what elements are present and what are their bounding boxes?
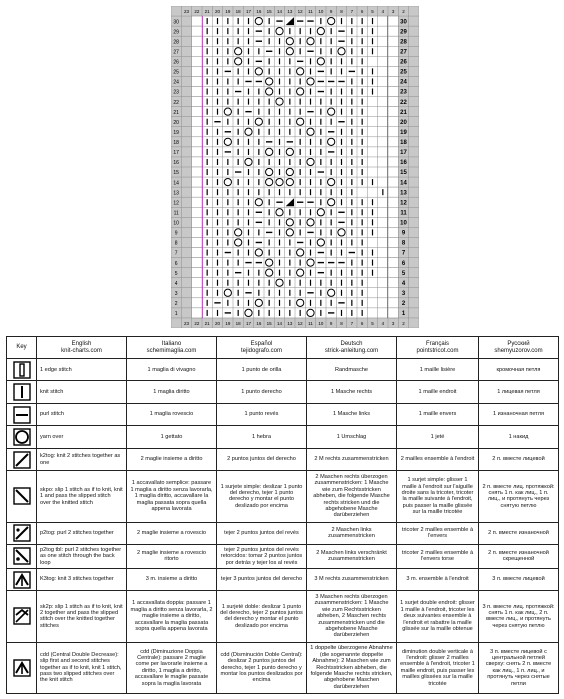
row-number-left: 23	[173, 89, 179, 96]
row-number-left: 26	[173, 59, 179, 66]
legend-russian-cell: 3 п. вместе лиц. протяжкой: снять 1 п. как лиц., 2 п. вместе лиц., и протянуть через снятую петлю	[479, 591, 559, 642]
edge-cell	[388, 167, 398, 177]
legend-espanol-cell: 1 surjeté doble: deslizar 1 punto del derecho, tejer 2 puntos juntos del derecho y montar el punto deslizado por encima	[217, 591, 307, 642]
row-number-left: 4	[174, 280, 178, 287]
legend-deutsch-cell: 2 Maschen rechts überzogen zusammenstricken: 1 Masche wie zum Rechtsstricken abheben, die folgende Masche rechts stricken und die abgehobene Masche darüberziehen	[307, 471, 397, 522]
legend-symbol	[7, 522, 37, 544]
row-number-left: 29	[173, 29, 179, 36]
edge-cell	[192, 227, 202, 237]
col-number-bottom: 12	[297, 321, 303, 327]
col-number-bottom: 13	[287, 321, 293, 327]
legend-row	[7, 471, 559, 522]
p2tog-icon	[12, 523, 32, 543]
legend-francais-cell: diminution double verticale à l'endroit: glisser 2 mailles ensemble à l'endroit, tricoter 1 maille endroit, puis passer les mailles glissées sur la maille tricotée	[397, 642, 479, 693]
row-number-left: 21	[173, 109, 179, 116]
legend-francais-cell: 1 surjet simple: glisser 1 maille à l'endroit sur l'aiguille droite sans la tricoter, tricoter la maille suivante à l'endroit, puis passer la maille glissée sur la maille tricotée	[397, 471, 479, 522]
legend-deutsch-cell: 3 M rechts zusammenstricken	[307, 568, 397, 590]
col-number-top: 6	[360, 9, 364, 15]
edge-cell	[192, 56, 202, 66]
col-number-bottom: 2	[402, 321, 405, 327]
legend-symbol	[7, 448, 37, 470]
legend-row	[7, 642, 559, 693]
header-key: Key	[7, 337, 37, 359]
legend-italiano-cell: 1 maglia di vivagno	[127, 359, 217, 381]
edge-cell	[192, 76, 202, 86]
col-number-bottom: 10	[318, 321, 324, 327]
row-number-left: 19	[173, 129, 179, 136]
legend-russian-cell: 2 п. вместе лицевой	[479, 448, 559, 470]
legend-espanol-cell: cdd (Disminución Doble Central): deslizar 2 puntos juntos del derecho, tejer 1 punto derecho y montar los puntos deslizados por encima	[217, 642, 307, 693]
legend-russian-cell: 3 п. вместе лицевой	[479, 568, 559, 590]
edge-cell	[192, 97, 202, 107]
edge-cell	[192, 187, 202, 197]
legend-deutsch-cell: 3 Maschen rechts überzogen zusammenstricken: 1 Masche wie zum Rechtsstricken abheben, 2 Maschen rechts zusammenstricken und die abgehobene Masche darüberziehen	[307, 591, 397, 642]
edge-cell	[192, 258, 202, 268]
legend-italiano-cell: 1 maglia diritto	[127, 381, 217, 403]
edge-cell	[192, 26, 202, 36]
row-number-right: 6	[401, 260, 406, 267]
legend-espanol-cell: tejer 2 puntos juntos del revés retorcidos: tomar 2 puntos juntos por detrás y tejer los al revés	[217, 545, 307, 569]
legend-russian-cell: 2 п. вместе лиц. протяжкой: снять 1 п. как лиц., 1 п. лиц., и протянуть через снятую петлю	[479, 471, 559, 522]
legend-francais-cell: 3 m. ensemble à l'endroit	[397, 568, 479, 590]
edge-cell	[388, 107, 398, 117]
legend-russian-cell: 1 накид	[479, 426, 559, 448]
row-number-left: 14	[173, 180, 179, 187]
col-number-bottom: 17	[245, 321, 252, 327]
row-number-left: 25	[173, 69, 179, 76]
row-number-left: 16	[173, 160, 179, 167]
legend-english-cell: p2tog: purl 2 stitches together	[37, 522, 127, 544]
legend-espanol-cell: tejer 2 puntos juntos del revés	[217, 522, 307, 544]
edge-cell	[192, 207, 202, 217]
row-number-right: 21	[400, 109, 407, 116]
legend-deutsch-cell: 2 Maschen links verschränkt zusammenstricken	[307, 545, 397, 569]
legend-symbol	[7, 403, 37, 425]
legend-english-cell: yarn over	[37, 426, 127, 448]
edge-cell	[388, 197, 398, 207]
row-number-right: 5	[401, 270, 406, 277]
edge-cell	[388, 36, 398, 46]
legend-italiano-cell: 2 maglie insieme a diritto	[127, 448, 217, 470]
col-number-bottom: 5	[371, 321, 374, 327]
row-number-left: 2	[174, 301, 178, 308]
legend-english-cell: cdd (Central Double Decrease): slip first and second stitches together as if to knit, knit 1 stitch, pass two slipped stitches over the knit stitch	[37, 642, 127, 693]
col-number-top: 22	[194, 9, 200, 15]
row-number-right: 8	[401, 240, 406, 247]
col-number-top: 16	[256, 9, 262, 15]
row-number-left: 3	[174, 290, 178, 297]
k2tog-icon	[12, 450, 32, 470]
legend-francais-cell: tricoter 2 mailles ensemble à l'envers torse	[397, 545, 479, 569]
edge-cell	[388, 288, 398, 298]
edge-cell	[388, 217, 398, 227]
edge-cell	[388, 147, 398, 157]
legend-row	[7, 448, 559, 470]
col-number-bottom: 4	[381, 321, 385, 327]
legend-english-cell: k2tog: knit 2 stitches together as one	[37, 448, 127, 470]
legend-symbol	[7, 359, 37, 381]
edge-cell	[192, 46, 202, 56]
col-number-top: 9	[329, 9, 333, 15]
edge-cell	[192, 107, 202, 117]
legend-row	[7, 381, 559, 403]
col-number-bottom: 15	[266, 321, 272, 327]
yarn-over-icon	[12, 427, 32, 447]
edge-cell	[192, 298, 202, 308]
row-number-left: 7	[174, 250, 178, 257]
header-espanol: Español tejidografo.com	[217, 337, 307, 359]
col-number-top: 2	[402, 9, 405, 15]
row-number-left: 11	[173, 210, 179, 217]
legend-russian-cell: 2 п. вместе изнаночной скрещенной	[479, 545, 559, 569]
legend-symbol	[7, 591, 37, 642]
row-number-left: 9	[174, 230, 178, 237]
legend-row	[7, 403, 559, 425]
col-number-bottom: 6	[360, 321, 364, 327]
skpo-icon	[12, 486, 32, 506]
col-number-top: 4	[381, 9, 385, 15]
row-number-right: 13	[400, 190, 407, 197]
legend-deutsch-cell: 2 Maschen links zusammenstricken	[307, 522, 397, 544]
edge-cell	[192, 117, 202, 127]
legend-english-cell: 1 edge stitch	[37, 359, 127, 381]
legend-italiano-cell: 3 m. insieme a diritto	[127, 568, 217, 590]
legend-row	[7, 591, 559, 642]
row-number-left: 6	[174, 260, 178, 267]
legend-deutsch-cell: 1 Masche rechts	[307, 381, 397, 403]
header-francais: Français pointstricot.com	[397, 337, 479, 359]
row-number-right: 9	[401, 230, 406, 237]
legend-symbol	[7, 426, 37, 448]
col-number-top: 3	[391, 9, 395, 15]
legend-francais-cell: tricoter 2 mailles ensemble à l'envers	[397, 522, 479, 544]
col-number-bottom: 20	[214, 321, 221, 327]
edge-cell	[192, 147, 202, 157]
row-number-left: 30	[173, 19, 179, 26]
header-deutsch: Deutsch strick-anleitung.com	[307, 337, 397, 359]
p2tog-tbl-icon	[12, 546, 32, 566]
row-number-right: 3	[401, 290, 406, 297]
col-number-bottom: 19	[225, 321, 231, 327]
edge-cell	[192, 197, 202, 207]
edge-cell	[192, 237, 202, 247]
row-number-left: 28	[173, 39, 179, 46]
col-number-bottom: 14	[276, 321, 283, 327]
row-number-right: 19	[400, 129, 407, 136]
col-number-top: 11	[308, 9, 313, 15]
sk2p-icon	[12, 606, 32, 626]
row-number-left: 17	[173, 150, 179, 157]
legend-english-cell: p2tog tbl: purl 2 stitches together as one stitch through the back loop	[37, 545, 127, 569]
col-number-bottom: 7	[350, 321, 354, 327]
edge-cell	[192, 66, 202, 76]
row-number-left: 13	[173, 190, 179, 197]
col-number-top: 14	[276, 9, 283, 15]
cdd-icon	[12, 658, 32, 678]
legend-russian-cell: 2 п. вместе изнаночной	[479, 522, 559, 544]
col-number-bottom: 11	[308, 321, 313, 327]
row-number-left: 20	[173, 119, 179, 126]
col-number-top: 12	[297, 9, 303, 15]
edge-cell	[192, 278, 202, 288]
edge-cell	[388, 298, 398, 308]
row-number-left: 18	[173, 140, 179, 147]
legend-symbol	[7, 471, 37, 522]
col-number-bottom: 3	[391, 321, 395, 327]
legend-espanol-cell: tejer 3 puntos juntos del derecho	[217, 568, 307, 590]
edge-cell	[388, 187, 398, 197]
legend-header-row	[7, 337, 559, 359]
edge-cell	[192, 16, 202, 26]
col-number-bottom: 16	[256, 321, 262, 327]
row-number-right: 14	[400, 180, 407, 187]
row-number-left: 24	[173, 79, 179, 86]
edge-cell	[388, 76, 398, 86]
legend-deutsch-cell: Randmasche	[307, 359, 397, 381]
col-number-bottom: 8	[340, 321, 343, 327]
legend-espanol-cell: 2 puntos juntos del derecho	[217, 448, 307, 470]
col-number-top: 13	[287, 9, 293, 15]
edge-cell	[388, 66, 398, 76]
row-number-right: 7	[401, 250, 406, 257]
header-italiano: Italiano schemimaglia.com	[127, 337, 217, 359]
legend-table	[6, 336, 559, 694]
col-number-bottom: 9	[329, 321, 333, 327]
legend-francais-cell: 1 maille endroit	[397, 381, 479, 403]
legend-francais-cell: 1 surjet double endroit: glisser 1 maille à l'endroit, tricoter les deux suivantes ensemble à l'endroit et rabattre la maille glissée sur la maille obtenue	[397, 591, 479, 642]
edge-cell	[192, 268, 202, 278]
legend-espanol-cell: 1 punto derecho	[217, 381, 307, 403]
legend-russian-cell: кромочная петля	[479, 359, 559, 381]
row-number-right: 27	[400, 49, 407, 56]
legend-espanol-cell: 1 punto revés	[217, 403, 307, 425]
header-russian: Русский shemyuzorov.com	[479, 337, 559, 359]
col-number-bottom: 21	[204, 321, 210, 327]
row-number-right: 17	[400, 150, 407, 157]
legend-english-cell: skpo: slip 1 stitch as if to knit, knit 1 and pass the slipped stitch over the knitted stitch	[37, 471, 127, 522]
edge-cell	[388, 278, 398, 288]
legend-italiano-cell: 2 maglie insieme a rovescio	[127, 522, 217, 544]
row-number-right: 29	[400, 29, 407, 36]
legend-francais-cell: 1 maille envers	[397, 403, 479, 425]
legend-italiano-cell: 1 accavallato semplice: passare 1 maglia a diritto senza lavorarla, 1 maglia diritto, accavallare la maglia passata sopra quella appena lavorata	[127, 471, 217, 522]
edge-cell	[192, 36, 202, 46]
col-number-bottom: 22	[194, 321, 200, 327]
edge-cell	[192, 288, 202, 298]
col-number-bottom: 23	[183, 321, 190, 327]
edge-cell	[388, 26, 398, 36]
legend-symbol	[7, 642, 37, 693]
edge-cell	[388, 157, 398, 167]
legend-row	[7, 359, 559, 381]
row-number-left: 27	[173, 49, 179, 56]
legend-francais-cell: 1 jeté	[397, 426, 479, 448]
edge-cell	[192, 248, 202, 258]
edge-cell	[192, 217, 202, 227]
row-number-left: 1	[174, 311, 178, 318]
edge-cell	[388, 248, 398, 258]
col-number-top: 10	[318, 9, 324, 15]
edge-cell	[192, 87, 202, 97]
col-number-top: 17	[245, 9, 252, 15]
col-number-bottom: 18	[235, 321, 241, 327]
row-number-right: 16	[400, 160, 407, 167]
legend-russian-cell: 3 п. вместе лицевой с центральной петлей сверху: снять 2 п. вместе как лиц., 1 п. лиц., и протянуть через снятые петли	[479, 642, 559, 693]
row-number-right: 25	[400, 69, 407, 76]
edge-cell	[388, 127, 398, 137]
header-english: English knit-charts.com	[37, 337, 127, 359]
legend-espanol-cell: 1 punto de orilla	[217, 359, 307, 381]
legend-row	[7, 568, 559, 590]
row-number-left: 10	[173, 220, 179, 227]
legend-deutsch-cell: 1 doppelte überzogene Abnahme (die sogenannte doppelte Abnahme): 2 Maschen wie zum Rechtsstricken abheben, die folgende Masche rechts stricken, abgehobene Maschen darüberziehen	[307, 642, 397, 693]
edge-cell	[388, 207, 398, 217]
edge-cell	[388, 56, 398, 66]
row-number-left: 15	[173, 170, 179, 177]
edge-cell	[388, 177, 398, 187]
col-number-top: 23	[183, 9, 190, 15]
edge-stitch-icon	[12, 360, 32, 380]
row-number-left: 12	[173, 200, 179, 207]
col-number-top: 20	[214, 9, 221, 15]
row-number-left: 5	[174, 270, 178, 277]
col-number-top: 5	[371, 9, 374, 15]
legend-russian-cell: 1 лицевая петля	[479, 381, 559, 403]
edge-cell	[192, 157, 202, 167]
legend-deutsch-cell: 1 Umschlag	[307, 426, 397, 448]
row-number-left: 8	[174, 240, 178, 247]
legend-francais-cell: 2 mailles ensemble à l'endroit	[397, 448, 479, 470]
legend-italiano-cell: cdd (Diminuzione Doppia Centrale): passare 2 maglie come per lavorarle insieme a diritto, 1 maglia a diritto, accavallare le maglie passate sopra la maglia lavorata	[127, 642, 217, 693]
edge-cell	[388, 97, 398, 107]
row-number-right: 18	[400, 140, 407, 147]
edge-cell	[192, 177, 202, 187]
legend-english-cell: K3tog: knit 3 stitches together	[37, 568, 127, 590]
knitting-chart	[171, 6, 419, 328]
legend-symbol	[7, 545, 37, 569]
edge-cell	[388, 87, 398, 97]
col-number-top: 19	[225, 9, 231, 15]
edge-cell	[192, 308, 202, 318]
edge-cell	[192, 137, 202, 147]
purl-stitch-icon	[12, 405, 32, 425]
k3tog-icon	[12, 570, 32, 590]
col-number-top: 18	[235, 9, 241, 15]
legend-symbol	[7, 381, 37, 403]
edge-cell	[388, 137, 398, 147]
legend-deutsch-cell: 2 M rechts zusammenstricken	[307, 448, 397, 470]
legend-english-cell: knit stitch	[37, 381, 127, 403]
legend-english-cell: purl stitch	[37, 403, 127, 425]
legend-english-cell: sk2p: slip 1 stitch as if to knit, knit 2 together and pass the slipped stitch over the knitted together stitches	[37, 591, 127, 642]
legend-row	[7, 426, 559, 448]
row-number-left: 22	[173, 99, 179, 106]
legend-espanol-cell: 1 hebra	[217, 426, 307, 448]
legend-italiano-cell: 2 maglie insieme a rovescio ritorto	[127, 545, 217, 569]
legend-deutsch-cell: 1 Masche links	[307, 403, 397, 425]
row-number-right: 28	[400, 39, 407, 46]
legend-row	[7, 522, 559, 544]
edge-cell	[388, 268, 398, 278]
legend-russian-cell: 1 изнаночная петля	[479, 403, 559, 425]
col-number-top: 15	[266, 9, 272, 15]
col-number-top: 8	[340, 9, 343, 15]
row-number-right: 20	[400, 119, 407, 126]
legend-row	[7, 545, 559, 569]
legend-italiano-cell: 1 maglia rovescio	[127, 403, 217, 425]
row-number-right: 23	[400, 89, 407, 96]
row-number-right: 2	[401, 301, 406, 308]
chart-grid	[171, 6, 419, 328]
row-number-right: 1	[401, 311, 406, 318]
row-number-right: 26	[400, 59, 407, 66]
edge-cell	[388, 46, 398, 56]
edge-cell	[388, 16, 398, 26]
row-number-right: 4	[401, 280, 406, 287]
knit-stitch-icon	[12, 382, 32, 402]
col-number-top: 7	[350, 9, 354, 15]
row-number-right: 10	[400, 220, 407, 227]
row-number-right: 11	[400, 210, 407, 217]
legend-symbol	[7, 568, 37, 590]
row-number-right: 24	[400, 79, 407, 86]
edge-cell	[192, 167, 202, 177]
row-number-right: 30	[400, 19, 407, 26]
legend-francais-cell: 1 maille lisière	[397, 359, 479, 381]
edge-cell	[388, 308, 398, 318]
edge-cell	[388, 117, 398, 127]
row-number-right: 12	[400, 200, 407, 207]
edge-cell	[388, 258, 398, 268]
legend-italiano-cell: 1 gettato	[127, 426, 217, 448]
row-number-right: 15	[400, 170, 407, 177]
col-number-top: 21	[204, 9, 210, 15]
edge-cell	[388, 227, 398, 237]
legend-italiano-cell: 1 accavallata doppia: passare 1 maglia a diritto senza lavorarla, 2 maglie insieme a diritto, accavallare la maglia passata sopra quella appena lavorata	[127, 591, 217, 642]
row-number-right: 22	[400, 99, 407, 106]
edge-cell	[192, 127, 202, 137]
legend-espanol-cell: 1 surjete simple: deslizar 1 punto del derecho, tejer 1 punto derecho y montar el punto deslizado por encima	[217, 471, 307, 522]
edge-cell	[388, 237, 398, 247]
